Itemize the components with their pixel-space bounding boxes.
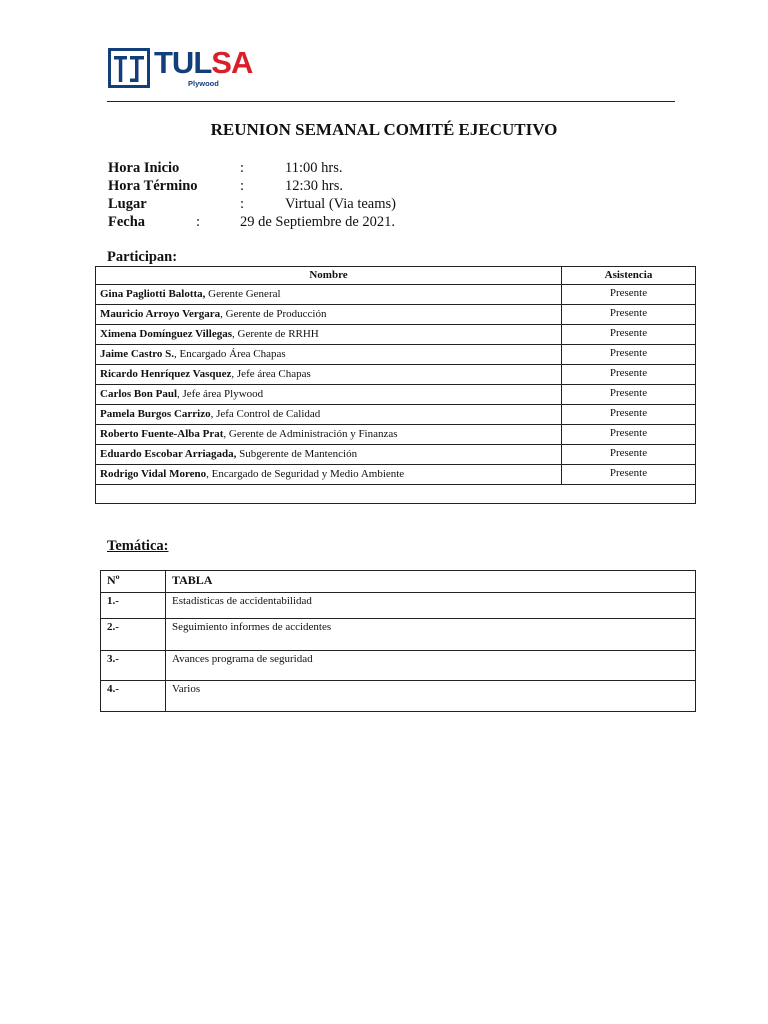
participant-cell <box>96 325 562 345</box>
table-header-row <box>96 267 696 285</box>
table-row <box>101 619 696 651</box>
info-label: Hora Inicio <box>108 160 180 176</box>
participant-cell <box>96 425 562 445</box>
info-colon: : <box>240 196 245 212</box>
header-divider <box>107 101 675 102</box>
participant-role: Subgerente de Mantención <box>236 448 358 460</box>
participant-role: , Gerente de RRHH <box>232 328 319 340</box>
participant-name: Pamela Burgos Carrizo <box>100 408 211 420</box>
topics-table <box>100 570 696 712</box>
participant-name: Ricardo Henríquez Vasquez <box>100 368 232 380</box>
participant-name: Jaime Castro S. <box>100 348 175 360</box>
topic-number: 3.- <box>101 651 166 681</box>
logo-wordmark <box>154 45 252 81</box>
topic-text: Avances programa de seguridad <box>166 651 696 681</box>
participant-role: Gerente General <box>205 288 281 300</box>
info-value: 12:30 hrs. <box>285 178 343 194</box>
attendance-cell: Presente <box>562 405 696 425</box>
info-label: Lugar <box>108 196 147 212</box>
participant-role: , Jefa Control de Calidad <box>210 408 321 420</box>
logo-tagline: Plywood <box>188 79 219 88</box>
attendance-cell: Presente <box>562 465 696 485</box>
participant-role: , Jefe área Plywood <box>177 388 264 400</box>
participant-role: , Gerente de Administración y Finanzas <box>223 428 398 440</box>
column-header-attendance: Asistencia <box>562 267 696 285</box>
attendance-cell: Presente <box>562 365 696 385</box>
participant-name: Gina Pagliotti Balotta, <box>100 288 206 300</box>
topic-text: Varios <box>166 681 696 712</box>
column-header-agenda: TABLA <box>166 571 696 593</box>
attendance-cell: Presente <box>562 325 696 345</box>
info-colon: : <box>196 214 201 230</box>
attendance-cell: Presente <box>562 385 696 405</box>
participants-heading: Participan: <box>107 249 178 265</box>
column-header-name: Nombre <box>96 267 562 285</box>
table-row-empty <box>96 485 696 504</box>
attendance-cell: Presente <box>562 285 696 305</box>
table-row <box>96 425 696 445</box>
table-header-row <box>101 571 696 593</box>
info-value: 29 de Septiembre de 2021. <box>240 214 396 230</box>
participant-name: Rodrigo Vidal Moreno <box>100 468 207 480</box>
participant-name: Ximena Domínguez Villegas <box>100 328 232 340</box>
participants-table <box>95 266 696 504</box>
table-row <box>96 405 696 425</box>
participant-name: Carlos Bon Paul <box>100 388 178 400</box>
participant-cell <box>96 285 562 305</box>
info-colon: : <box>240 160 245 176</box>
logo-wordmark-red: SA <box>211 45 253 80</box>
attendance-cell: Presente <box>562 305 696 325</box>
topic-number: 4.- <box>101 681 166 712</box>
participant-name: Eduardo Escobar Arriagada, <box>100 448 237 460</box>
table-row <box>101 593 696 619</box>
participant-cell <box>96 305 562 325</box>
document-title: REUNION SEMANAL COMITÉ EJECUTIVO <box>210 120 558 139</box>
info-value: Virtual (Via teams) <box>285 196 396 212</box>
participant-role: , Gerente de Producción <box>220 308 327 320</box>
participant-name: Roberto Fuente-Alba Prat <box>100 428 224 440</box>
table-row <box>96 445 696 465</box>
info-label: Fecha <box>108 214 146 230</box>
info-colon: : <box>240 178 245 194</box>
topic-number: 1.- <box>101 593 166 619</box>
tulsa-logo <box>108 45 258 90</box>
table-row <box>96 305 696 325</box>
table-row <box>96 385 696 405</box>
topic-text: Seguimiento informes de accidentes <box>166 619 696 651</box>
topics-heading: Temática: <box>107 538 169 554</box>
participant-role: , Encargado de Seguridad y Medio Ambiente <box>206 468 405 480</box>
participant-role: , Jefe área Chapas <box>231 368 311 380</box>
info-label: Hora Término <box>108 178 198 194</box>
participant-role: , Encargado Área Chapas <box>174 348 286 360</box>
table-row <box>96 345 696 365</box>
column-header-number: Nº <box>101 571 166 593</box>
table-row <box>96 365 696 385</box>
participant-cell <box>96 385 562 405</box>
empty-cell <box>96 485 696 504</box>
participant-cell <box>96 445 562 465</box>
participant-name: Mauricio Arroyo Vergara <box>100 308 221 320</box>
info-value: 11:00 hrs. <box>285 160 343 176</box>
attendance-cell: Presente <box>562 445 696 465</box>
table-row <box>101 681 696 712</box>
topic-number: 2.- <box>101 619 166 651</box>
attendance-cell: Presente <box>562 345 696 365</box>
participant-cell <box>96 345 562 365</box>
topic-text: Estadísticas de accidentabilidad <box>166 593 696 619</box>
table-row <box>101 651 696 681</box>
tulsa-logo-mark-icon <box>108 48 150 88</box>
participant-cell <box>96 465 562 485</box>
table-row <box>96 465 696 485</box>
table-row <box>96 285 696 305</box>
attendance-cell: Presente <box>562 425 696 445</box>
participant-cell <box>96 405 562 425</box>
participant-cell <box>96 365 562 385</box>
table-row <box>96 325 696 345</box>
logo-wordmark-blue: TUL <box>154 45 212 80</box>
